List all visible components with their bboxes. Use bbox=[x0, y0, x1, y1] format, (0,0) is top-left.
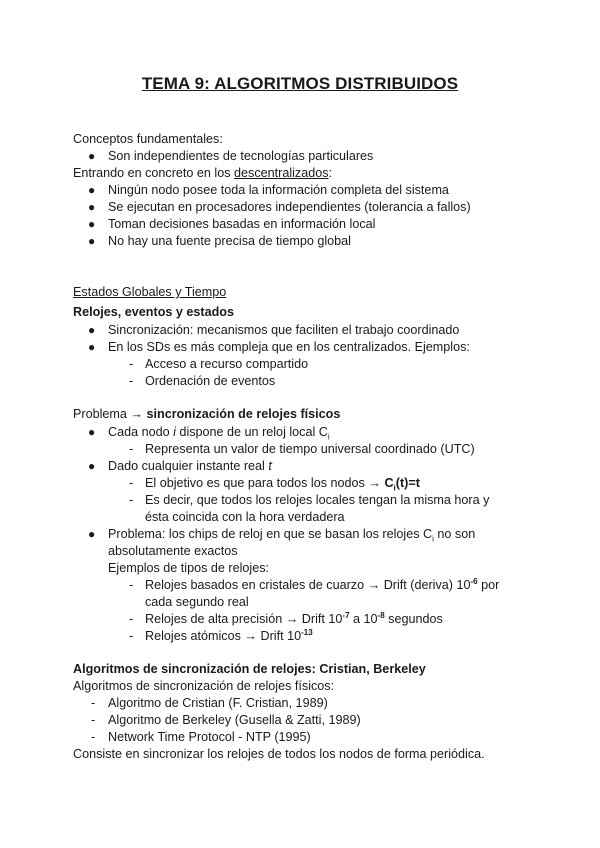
problema-bullet-3-l2: absolutamente exactos bbox=[108, 544, 238, 558]
problema-dash-utc: Representa un valor de tiempo universal coordinado (UTC) bbox=[145, 442, 475, 456]
subheading-relojes: Relojes, eventos y estados bbox=[73, 305, 234, 319]
reloj-alta-precision: Relojes de alta precisión → Drift $10^{-7}$ a $10^{-8}$ segundos bbox=[145, 610, 443, 626]
section1-dash-2: Ordenación de eventos bbox=[145, 374, 276, 388]
problema-bullet-2: Dado cualquier instante real t bbox=[108, 459, 272, 473]
algoritmos-heading: Algoritmos de sincronización de relojes: Cristian, Berkeley bbox=[73, 662, 426, 676]
problema-dash-objetivo: El objetivo es que para todos los nodos → $C_i(t)=t$ bbox=[145, 476, 420, 493]
problema-dash-esdecir-l1: Es decir, que todos los relojes locales tengan la misma hora y bbox=[145, 493, 490, 507]
dash-icon: - bbox=[129, 374, 134, 388]
section-heading-estados: Estados Globales y Tiempo bbox=[73, 285, 227, 299]
bullet-icon: ● bbox=[88, 183, 96, 197]
dash-icon: - bbox=[91, 713, 96, 727]
problema-bullet-3-l1: Problema: los chips de reloj en que se basan los relojes $C_i$ no son bbox=[108, 527, 476, 544]
descentralizados-term: descentralizados bbox=[234, 166, 329, 180]
dash-icon: - bbox=[129, 612, 134, 626]
dash-icon: - bbox=[129, 357, 134, 371]
algoritmos-closing: Consiste en sincronizar los relojes de todos los nodos de forma periódica. bbox=[73, 747, 485, 761]
bullet-icon: ● bbox=[88, 340, 96, 354]
intro-bullet-5: No hay una fuente precisa de tiempo global bbox=[108, 234, 351, 248]
algoritmo-cristian: Algoritmo de Cristian (F. Cristian, 1989) bbox=[108, 696, 328, 710]
algoritmo-ntp: Network Time Protocol - NTP (1995) bbox=[108, 730, 311, 744]
intro-bullet-1: Son independientes de tecnologías particulares bbox=[108, 149, 374, 163]
problema-ejemplos: Ejemplos de tipos de relojes: bbox=[108, 561, 270, 575]
dash-icon: - bbox=[91, 696, 96, 710]
section1-bullet-2: En los SDs es más compleja que en los centralizados. Ejemplos: bbox=[108, 340, 470, 354]
dash-icon: - bbox=[129, 476, 134, 490]
reloj-atomico: Relojes atómicos → Drift $10^{-13}$ bbox=[145, 627, 313, 643]
dash-icon: - bbox=[91, 730, 96, 744]
reloj-cuarzo-l2: cada segundo real bbox=[145, 595, 249, 609]
problema-heading: Problema → sincronización de relojes físicos bbox=[73, 407, 341, 421]
reloj-cuarzo-l1: Relojes basados en cristales de cuarzo → Drift (deriva) $10^{-6}$ por bbox=[145, 576, 500, 592]
page-title: TEMA 9: ALGORITMOS DISTRIBUIDOS bbox=[141, 74, 459, 93]
bullet-icon: ● bbox=[88, 459, 96, 473]
dash-icon: - bbox=[129, 578, 134, 592]
section1-dash-1: Acceso a recurso compartido bbox=[145, 357, 309, 371]
dash-icon: - bbox=[129, 493, 134, 507]
algoritmo-berkeley: Algoritmo de Berkeley (Gusella & Zatti, 1989) bbox=[108, 713, 361, 727]
algoritmos-subtitle: Algoritmos de sincronización de relojes físicos: bbox=[73, 679, 335, 693]
bullet-icon: ● bbox=[88, 425, 96, 439]
intro-entrando: Entrando en concreto en los descentralizados: bbox=[73, 166, 333, 180]
bullet-icon: ● bbox=[88, 323, 96, 337]
dash-icon: - bbox=[129, 442, 134, 456]
bullet-icon: ● bbox=[88, 200, 96, 214]
problema-dash-esdecir-l2: ésta coincida con la hora verdadera bbox=[145, 510, 345, 524]
bullet-icon: ● bbox=[88, 527, 96, 541]
intro-bullet-4: Toman decisiones basadas en información local bbox=[108, 217, 376, 231]
bullet-icon: ● bbox=[88, 234, 96, 248]
section1-bullet-1: Sincronización: mecanismos que faciliten el trabajo coordinado bbox=[108, 323, 460, 337]
intro-heading: Conceptos fundamentales: bbox=[73, 132, 223, 146]
dash-icon: - bbox=[129, 629, 134, 643]
intro-bullet-2: Ningún nodo posee toda la información completa del sistema bbox=[108, 183, 449, 197]
problema-bullet-1: Cada nodo i dispone de un reloj local $C_i$ bbox=[108, 425, 330, 442]
intro-bullet-3: Se ejecutan en procesadores independientes (tolerancia a fallos) bbox=[108, 200, 471, 214]
bullet-icon: ● bbox=[88, 149, 96, 163]
bullet-icon: ● bbox=[88, 217, 96, 231]
